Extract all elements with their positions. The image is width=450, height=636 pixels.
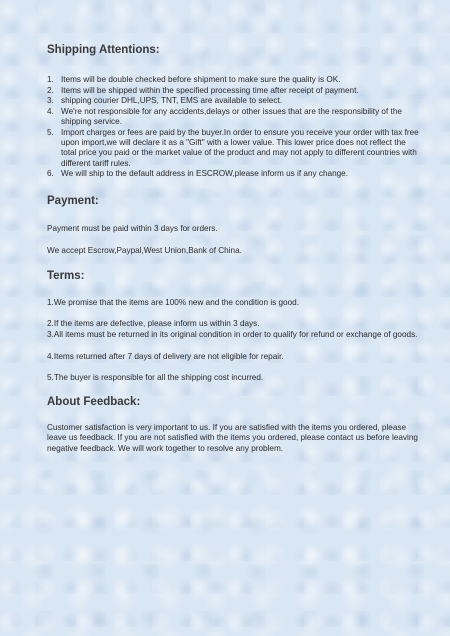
item-number: 1. [47, 75, 54, 84]
shipping-section [47, 44, 420, 180]
item-number: 3. [47, 96, 54, 106]
terms-section [47, 270, 420, 384]
item-number: 2. [47, 85, 54, 95]
feedback-heading: About Feedback: [47, 395, 141, 408]
shipping-item [47, 107, 420, 127]
payment-section [47, 195, 420, 257]
terms-item: 1.We promise that the items are 100% new and the condition is good. [47, 297, 299, 307]
shipping-item [47, 96, 420, 106]
terms-item: 2.If the items are defective, please inform us within 3 days. [47, 319, 260, 329]
item-text: Items will be shipped within the specified processing time after receipt of payment. [61, 85, 359, 95]
shipping-heading: Shipping Attentions: [47, 44, 160, 56]
item-text: Items will be double checked before shipment to make sure the quality is OK. [61, 75, 341, 84]
item-text: Import charges or fees are paid by the buyer.In order to ensure you receive your order with tax free upon import,we will declare it as a "Gift" with a lower value. This lower price does not reflect the total price you paid or the market value of the product and may not apply to different countries with different tariff rules. [61, 128, 419, 168]
shipping-item [47, 86, 420, 96]
shipping-item [47, 128, 420, 169]
item-text: We will ship to the default address in ESCROW,please inform us if any change. [61, 169, 349, 179]
terms-item: 3.All items must be returned in its original condition in order to qualify for refund or exchange of goods. [47, 329, 418, 339]
feedback-text: Customer satisfaction is very important to us. If you are satisfied with the items you ordered, please leave us feedback. If you are not satisfied with the items you ordered, please contact us before leaving negative feedback. We will work together to resolve any problem. [47, 422, 418, 453]
item-text: We're not responsible for any accidents,delays or other issues that are the responsibility of the shipping service. [61, 107, 402, 127]
item-number: 5. [47, 128, 54, 138]
item-number: 6. [47, 169, 54, 179]
shipping-item [47, 169, 420, 179]
feedback-section [47, 396, 420, 455]
payment-heading: Payment: [47, 194, 99, 207]
shipping-list [47, 75, 420, 180]
item-text: shipping courier DHL,UPS, TNT, EMS are available to select. [61, 96, 283, 106]
payment-methods-text: We accept Escrow,Paypal,West Union,Bank of China. [47, 246, 242, 256]
terms-item: 4.Items returned after 7 days of delivery are not eligible for repair. [47, 351, 284, 361]
terms-heading: Terms: [47, 269, 85, 282]
payment-deadline-text: Payment must be paid within 3 days for orders. [47, 223, 218, 233]
terms-item: 5.The buyer is responsible for all the shipping cost incurred. [47, 373, 264, 383]
item-number: 4. [47, 107, 54, 117]
shipping-item [47, 75, 420, 85]
